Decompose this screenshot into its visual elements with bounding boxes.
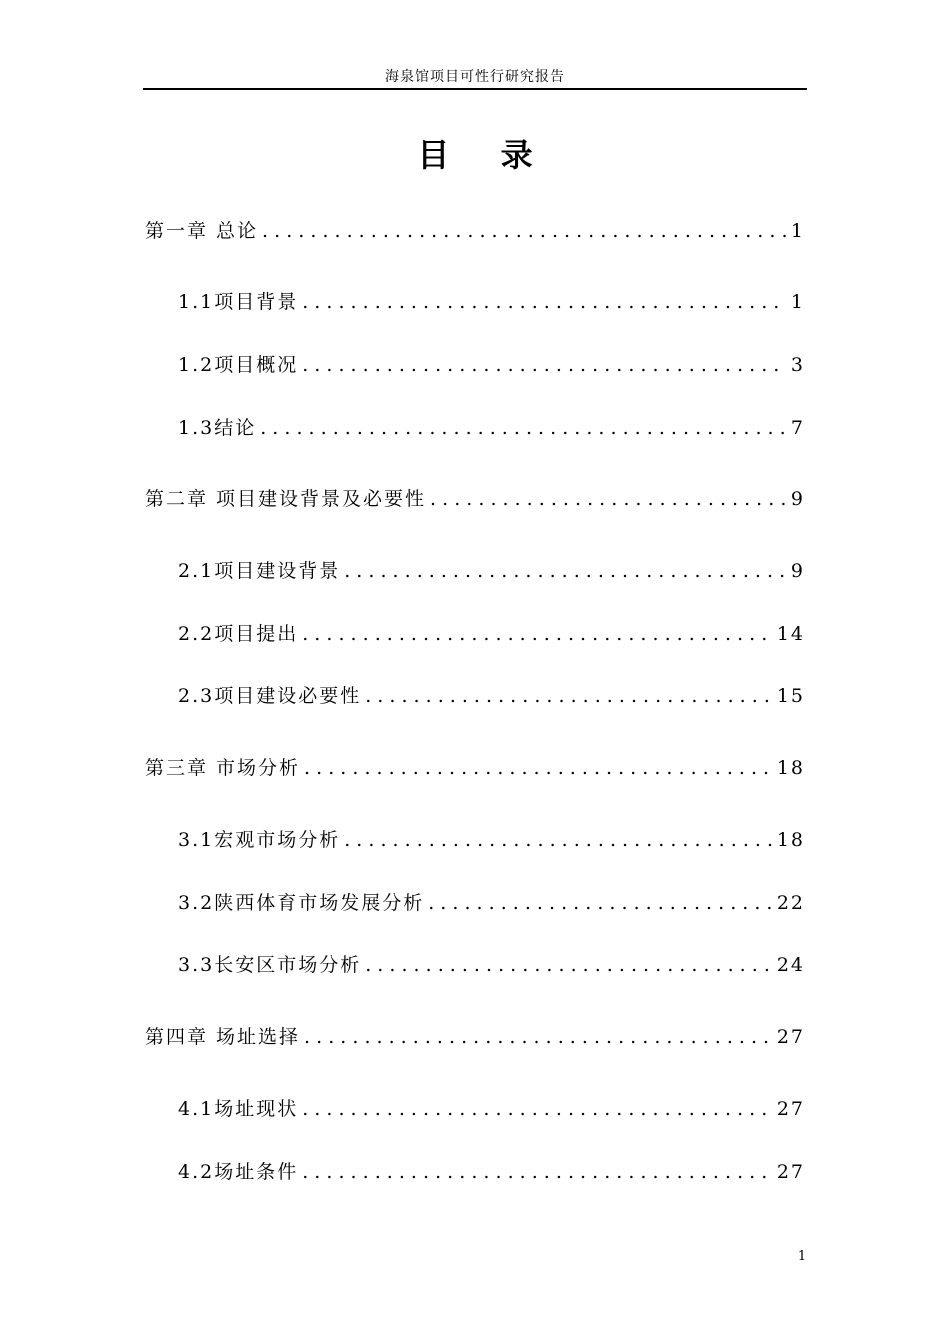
toc-entry-label: 第四章 场址选择 xyxy=(145,1026,301,1048)
toc-entry-page: 27 xyxy=(776,1098,805,1120)
toc-entry-section-3-3[interactable] xyxy=(178,951,805,979)
toc-entry-label: 第二章 项目建设背景及必要性 xyxy=(145,488,427,510)
toc-entry-page: 7 xyxy=(790,417,805,439)
toc-entry-label: 2.1项目建设背景 xyxy=(178,560,341,582)
toc-entry-page: 22 xyxy=(776,892,805,914)
toc-entry-label: 1.3结论 xyxy=(178,417,257,439)
toc-entry-page: 14 xyxy=(776,623,805,645)
dot-leader xyxy=(344,557,787,585)
toc-entry-page: 1 xyxy=(790,220,805,242)
toc-entry-label: 3.1宏观市场分析 xyxy=(178,829,341,851)
toc-entry-label: 3.2陕西体育市场发展分析 xyxy=(178,892,425,914)
toc-entry-page: 24 xyxy=(776,954,805,976)
dot-leader xyxy=(260,414,787,442)
toc-entry-section-4-2[interactable] xyxy=(178,1158,805,1186)
toc-entry-page: 15 xyxy=(776,685,805,707)
toc-entry-section-3-2[interactable] xyxy=(178,889,805,917)
toc-entry-section-1-2[interactable] xyxy=(178,351,805,379)
dot-leader xyxy=(302,1158,773,1186)
toc-entry-section-1-1[interactable] xyxy=(178,288,805,316)
dot-leader xyxy=(302,351,787,379)
page-number: 1 xyxy=(797,1249,807,1264)
toc-entry-label: 2.3项目建设必要性 xyxy=(178,685,362,707)
running-header: 海泉馆项目可性行研究报告 xyxy=(385,69,565,85)
toc-entry-section-3-1[interactable] xyxy=(178,826,805,854)
toc-entry-label: 第三章 市场分析 xyxy=(145,757,301,779)
toc-entry-page: 1 xyxy=(790,291,805,313)
dot-leader xyxy=(304,1023,773,1051)
header-rule xyxy=(143,88,807,90)
dot-leader xyxy=(302,288,787,316)
toc-entry-chapter-4[interactable] xyxy=(145,1023,805,1051)
toc-entry-section-4-1[interactable] xyxy=(178,1095,805,1123)
toc-entry-chapter-1[interactable] xyxy=(145,217,805,245)
toc-entry-page: 18 xyxy=(776,757,805,779)
toc-entry-chapter-3[interactable] xyxy=(145,754,805,782)
dot-leader xyxy=(365,951,773,979)
toc-entry-chapter-2[interactable] xyxy=(145,485,805,513)
dot-leader xyxy=(344,826,773,854)
toc-entry-label: 1.2项目概况 xyxy=(178,354,299,376)
page-title: 目 录 xyxy=(417,136,553,174)
dot-leader xyxy=(430,485,787,513)
toc-entry-section-1-3[interactable] xyxy=(178,414,805,442)
dot-leader xyxy=(304,754,773,782)
toc-entry-page: 27 xyxy=(776,1026,805,1048)
toc-entry-section-2-3[interactable] xyxy=(178,682,805,710)
dot-leader xyxy=(365,682,773,710)
dot-leader xyxy=(302,620,773,648)
toc-entry-label: 第一章 总论 xyxy=(145,220,259,242)
toc-entry-page: 18 xyxy=(776,829,805,851)
toc-entry-section-2-1[interactable] xyxy=(178,557,805,585)
toc-entry-label: 1.1项目背景 xyxy=(178,291,299,313)
dot-leader xyxy=(302,1095,773,1123)
toc-entry-label: 3.3长安区市场分析 xyxy=(178,954,362,976)
toc-entry-page: 3 xyxy=(790,354,805,376)
toc-entry-label: 4.2场址条件 xyxy=(178,1161,299,1183)
toc-entry-page: 9 xyxy=(790,560,805,582)
dot-leader xyxy=(262,217,787,245)
toc-entry-page: 9 xyxy=(790,488,805,510)
toc-entry-label: 2.2项目提出 xyxy=(178,623,299,645)
toc-entry-label: 4.1场址现状 xyxy=(178,1098,299,1120)
toc-entry-section-2-2[interactable] xyxy=(178,620,805,648)
toc-entry-page: 27 xyxy=(776,1161,805,1183)
dot-leader xyxy=(428,889,773,917)
